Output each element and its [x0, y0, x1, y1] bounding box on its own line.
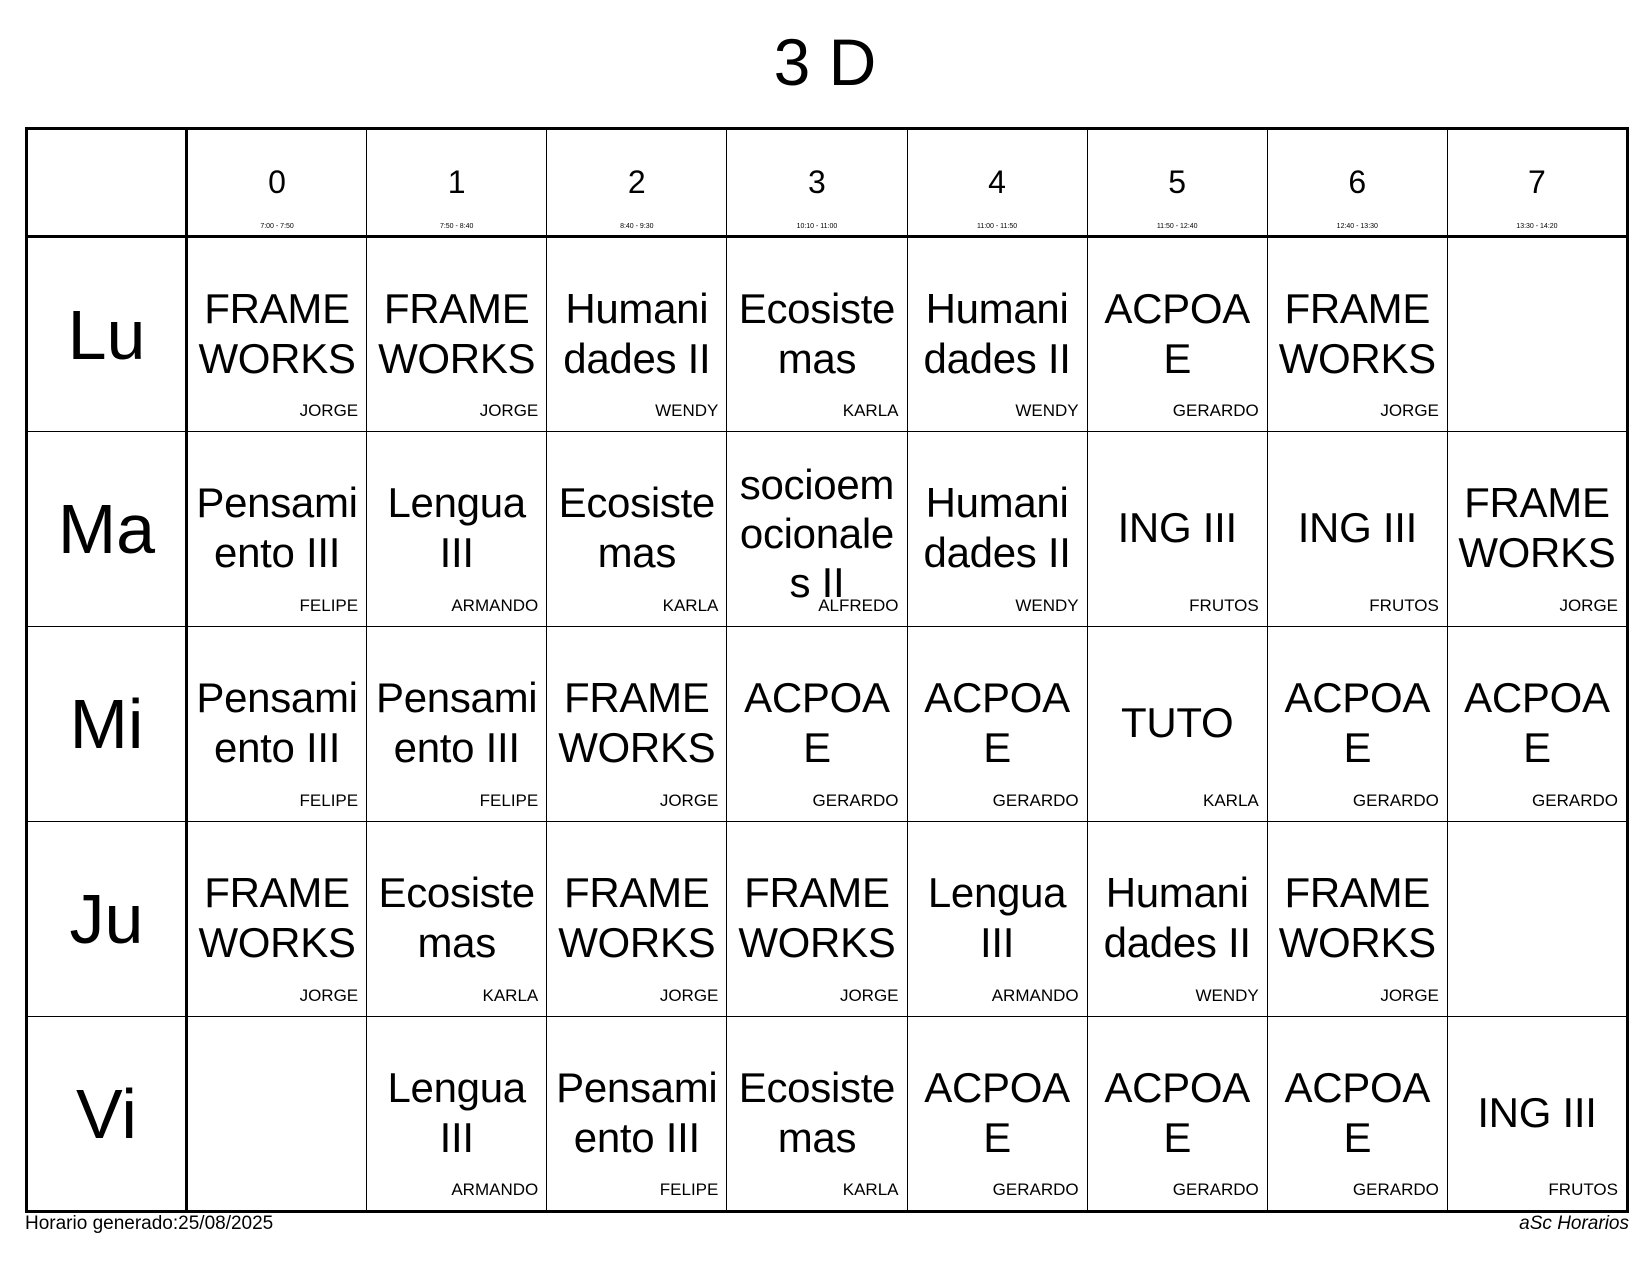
lesson-cell — [187, 822, 367, 1017]
day-label: Lu — [67, 295, 146, 374]
subject-name: Humani dades II — [923, 479, 1071, 576]
day-row — [27, 627, 1628, 822]
teacher-name: JORGE — [659, 986, 719, 1005]
teacher-name: WENDY — [1015, 596, 1079, 615]
lesson-cell — [907, 1017, 1087, 1212]
teacher-name: FRUTOS — [1189, 596, 1259, 615]
subject-name: FRAME WORKS — [378, 285, 536, 382]
period-header — [727, 129, 907, 237]
teacher-name: FELIPE — [299, 791, 359, 810]
lesson-cell — [907, 432, 1087, 627]
day-label-cell — [27, 822, 187, 1017]
subject-name: Pensami ento III — [196, 479, 358, 576]
subject-name: Ecosiste mas — [558, 479, 715, 576]
subject-name: Lengua III — [387, 479, 526, 576]
period-number: 5 — [1168, 164, 1187, 200]
lesson-cell — [367, 237, 547, 432]
day-label-cell — [27, 432, 187, 627]
subject-name: ACPOA E — [1104, 1064, 1250, 1161]
teacher-name: KARLA — [1203, 791, 1259, 810]
lesson-cell — [1087, 1017, 1267, 1212]
teacher-name: FRUTOS — [1369, 596, 1439, 615]
day-label: Ju — [69, 880, 144, 958]
teacher-name: GERARDO — [1532, 791, 1618, 810]
period-time: 12:40 - 13:30 — [1336, 223, 1378, 230]
teacher-name: KARLA — [842, 1180, 899, 1199]
subject-name: Pensami ento III — [556, 1064, 718, 1161]
teacher-name: KARLA — [482, 986, 539, 1005]
subject-name: FRAME WORKS — [558, 869, 716, 966]
lesson-cell — [727, 822, 907, 1017]
teacher-name: GERARDO — [992, 1180, 1079, 1199]
teacher-name: ARMANDO — [451, 1180, 539, 1199]
period-header — [907, 129, 1087, 237]
day-label: Ma — [57, 490, 156, 568]
teacher-name: JORGE — [1559, 596, 1618, 615]
period-time: 11:00 - 11:50 — [976, 223, 1018, 230]
subject-name — [188, 1061, 366, 1165]
day-label-cell — [27, 237, 187, 432]
period-header — [367, 129, 547, 237]
lesson-cell — [547, 237, 727, 432]
subject-name: ACPOA E — [744, 674, 890, 771]
period-header — [1087, 129, 1267, 237]
teacher-name: GERARDO — [1352, 791, 1439, 810]
period-number: 4 — [988, 164, 1006, 200]
teacher-name: FELIPE — [479, 791, 539, 810]
subject-name: ACPOA E — [924, 674, 1070, 771]
subject-name: Lengua III — [927, 869, 1067, 966]
subject-name: ING III — [1477, 1089, 1597, 1136]
teacher-name: GERARDO — [992, 791, 1079, 810]
teacher-name: GERARDO — [1172, 401, 1259, 420]
period-time: 7:50 - 8:40 — [439, 223, 474, 230]
teacher-name: GERARDO — [812, 791, 899, 810]
teacher-name: JORGE — [1380, 401, 1439, 420]
lesson-cell — [727, 627, 907, 822]
lesson-cell — [1267, 1017, 1447, 1212]
teacher-name: GERARDO — [1172, 1180, 1259, 1199]
lesson-cell — [1087, 432, 1267, 627]
lesson-cell — [727, 237, 907, 432]
lesson-cell — [187, 432, 367, 627]
subject-name: ACPOA E — [924, 1064, 1070, 1161]
subject-name: Pensami ento III — [196, 674, 358, 771]
teacher-name: KARLA — [662, 596, 719, 615]
day-row — [27, 1017, 1628, 1212]
lesson-cell — [727, 432, 907, 627]
lesson-cell — [1447, 432, 1627, 627]
lesson-cell — [907, 822, 1087, 1017]
subject-name: ACPOA E — [1284, 674, 1431, 771]
period-header — [1447, 129, 1627, 237]
lesson-cell — [367, 822, 547, 1017]
teacher-name: FRUTOS — [1548, 1180, 1618, 1199]
day-row — [27, 432, 1628, 627]
lesson-cell — [547, 1017, 727, 1212]
lesson-cell — [187, 1017, 367, 1212]
lesson-cell — [367, 432, 547, 627]
lesson-cell — [1447, 237, 1627, 432]
subject-name: FRAME WORKS — [1278, 869, 1436, 966]
teacher-name: WENDY — [1015, 401, 1079, 420]
period-number: 1 — [447, 164, 466, 200]
day-label-cell — [27, 627, 187, 822]
teacher-name: WENDY — [1195, 986, 1259, 1005]
period-time: 7:00 - 7:50 — [260, 223, 294, 230]
lesson-cell — [907, 237, 1087, 432]
subject-name: FRAME WORKS — [1458, 479, 1616, 576]
teacher-name: ARMANDO — [991, 986, 1079, 1005]
subject-name: Pensami ento III — [376, 674, 538, 771]
period-number: 0 — [268, 164, 286, 200]
subject-name: FRAME WORKS — [198, 285, 356, 382]
lesson-cell — [187, 627, 367, 822]
lesson-cell — [727, 1017, 907, 1212]
lesson-cell — [1267, 237, 1447, 432]
subject-name — [1448, 866, 1626, 970]
subject-name: Ecosiste mas — [738, 285, 896, 382]
subject-name: ACPOA E — [1464, 674, 1610, 771]
subject-name: Humani dades II — [1103, 869, 1251, 966]
lesson-cell — [547, 432, 727, 627]
subject-name: FRAME WORKS — [198, 869, 356, 966]
subject-name — [1448, 282, 1626, 386]
timetable — [25, 127, 1629, 1213]
lesson-cell — [1447, 822, 1627, 1017]
page-title: 3 D — [773, 25, 877, 99]
period-time: 8:40 - 9:30 — [620, 223, 654, 230]
lesson-cell — [907, 627, 1087, 822]
period-header — [547, 129, 727, 237]
subject-name: TUTO — [1121, 699, 1234, 746]
subject-name: Lengua III — [387, 1064, 526, 1161]
teacher-name: JORGE — [839, 986, 899, 1005]
lesson-cell — [1267, 822, 1447, 1017]
teacher-name: WENDY — [655, 401, 719, 420]
teacher-name: JORGE — [299, 401, 359, 420]
subject-name: FRAME WORKS — [738, 869, 896, 966]
teacher-name: JORGE — [479, 401, 539, 420]
period-time: 10:10 - 11:00 — [796, 223, 838, 230]
lesson-cell — [1267, 627, 1447, 822]
subject-name: Humani dades II — [563, 285, 711, 382]
subject-name: ING III — [1297, 504, 1417, 551]
period-number: 7 — [1528, 164, 1546, 200]
subject-name: Humani dades II — [923, 285, 1071, 382]
period-time: 11:50 - 12:40 — [1156, 223, 1198, 230]
lesson-cell — [367, 1017, 547, 1212]
brand-label: aSc Horarios — [1519, 1213, 1629, 1234]
lesson-cell — [1447, 1017, 1627, 1212]
teacher-name: JORGE — [299, 986, 359, 1005]
subject-name: ING III — [1117, 504, 1237, 551]
teacher-name: ALFREDO — [818, 596, 899, 615]
subject-name: Ecosiste mas — [738, 1064, 896, 1161]
teacher-name: JORGE — [659, 791, 719, 810]
generated-date: Horario generado:25/08/2025 — [25, 1213, 274, 1234]
teacher-name: FELIPE — [659, 1180, 719, 1199]
teacher-name: GERARDO — [1352, 1180, 1439, 1199]
period-header — [187, 129, 367, 237]
period-header — [1267, 129, 1447, 237]
teacher-name: FELIPE — [299, 596, 359, 615]
period-number: 6 — [1348, 164, 1367, 200]
lesson-cell — [1087, 822, 1267, 1017]
subject-name: ACPOA E — [1284, 1064, 1431, 1161]
day-row — [27, 237, 1628, 432]
teacher-name: KARLA — [842, 401, 899, 420]
subject-name: FRAME WORKS — [558, 674, 716, 771]
subject-name: FRAME WORKS — [1278, 285, 1436, 382]
lesson-cell — [547, 822, 727, 1017]
header-row — [27, 129, 1628, 237]
teacher-name: ARMANDO — [451, 596, 539, 615]
lesson-cell — [1087, 237, 1267, 432]
period-number: 2 — [627, 164, 646, 200]
teacher-name: JORGE — [1380, 986, 1439, 1005]
subject-name: ACPOA E — [1104, 285, 1250, 382]
subject-name: Ecosiste mas — [378, 869, 535, 966]
period-time: 13:30 - 14:20 — [1516, 223, 1558, 230]
day-label-cell — [27, 1017, 187, 1212]
day-label: Vi — [76, 1074, 137, 1153]
day-row — [27, 822, 1628, 1017]
corner-cell — [27, 129, 187, 237]
lesson-cell — [1267, 432, 1447, 627]
lesson-cell — [367, 627, 547, 822]
lesson-cell — [187, 237, 367, 432]
lesson-cell — [1087, 627, 1267, 822]
period-number: 3 — [808, 164, 826, 200]
lesson-cell — [547, 627, 727, 822]
subject-name: socioem ocionale s II — [739, 460, 895, 606]
lesson-cell — [1447, 627, 1627, 822]
day-label: Mi — [69, 685, 144, 763]
